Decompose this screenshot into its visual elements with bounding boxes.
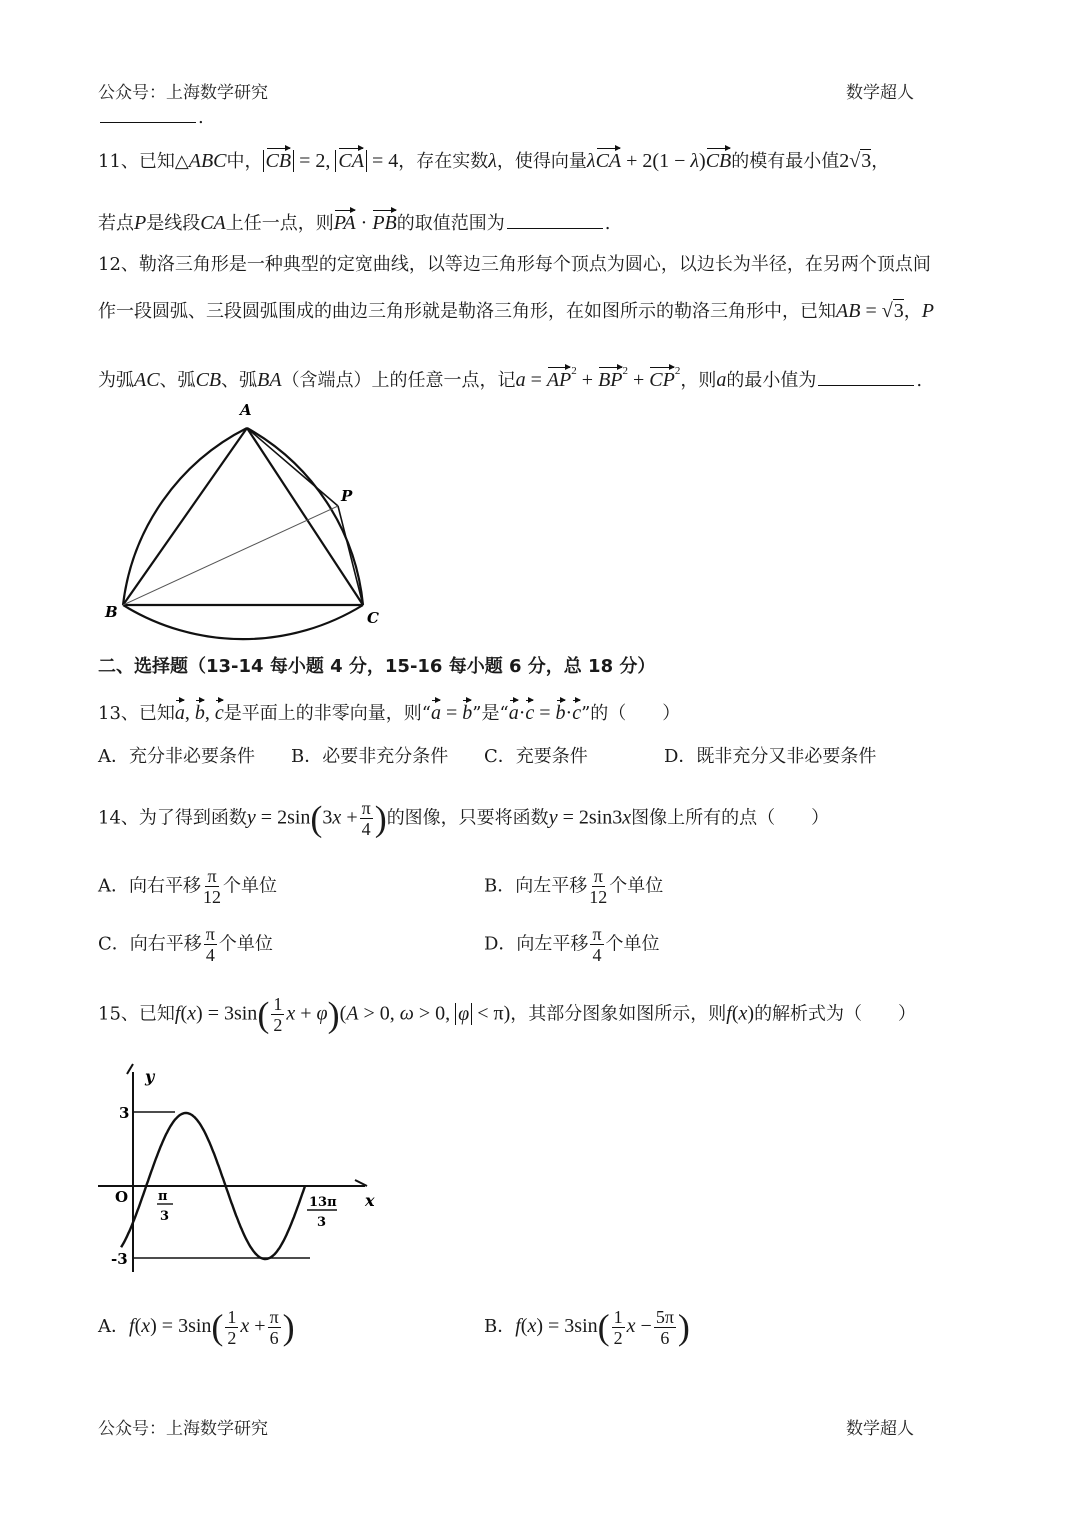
page-footer [98,1414,914,1439]
q13-option-b[interactable]: B．必要非充分条件 [291,746,449,767]
q14-option-d[interactable]: D．向左平移 $\frac{\pi}{4}$ 个单位 [484,924,660,965]
answer-blank [507,208,603,229]
x-tick1-num: π [158,1189,168,1204]
q13-stem: 13、已知a, b, c是平面上的非零向量，则“a = b”是“a·c = b·c”的（ ） [98,702,681,724]
reuleaux-figure [95,395,395,645]
q13-option-d[interactable]: D．既非充分又非必要条件 [664,746,877,767]
section-title: 二、选择题（13-14 每小题 4 分，15-16 每小题 6 分，总 18 分） [98,656,656,677]
x-tick2-den: 3 [317,1215,327,1230]
answer-blank [818,365,914,386]
q14-option-c[interactable]: C．向右平移 $\frac{\pi}{4}$ 个单位 [98,924,273,965]
q13-option-c[interactable]: C．充要条件 [484,746,588,767]
header-left: 公众号：上海数学研究 [98,83,268,103]
answer-blank [100,102,196,123]
label-a: A [240,401,252,419]
y-min-label: -3 [111,1250,128,1268]
segment-bp [123,506,338,605]
q11-line1: 11、已知△ABC中， CB = 2, CA = 4，存在实数λ，使得向量λCA + 2(1 − λ)CB的模有最小值2√3， [98,150,890,172]
side-ab [123,428,247,605]
q15-stem: 15、已知f(x) = 3sin( $\frac{1}{2}$ x + φ)(A > 0, ω > 0, φ < π)，其部分图象如图所示，则f(x)的解析式为（ ） [98,994,917,1035]
q11-line2: 若点P是线段CA上任一点，则PA · PB的取值范围为 . [98,208,982,237]
q12-line3: 为弧AC、弧CB、弧BA（含端点）上的任意一点，记$a = AP^2 + BP^2 + CP^2$，则a的最小值为 . [98,365,923,391]
q15-option-a[interactable]: A．f(x) = 3sin( $\frac{1}{2}$ x + $\frac{\pi}{6}$ ) [98,1306,295,1348]
q12-line1: 12、勒洛三角形是一种典型的定宽曲线，以等边三角形每个顶点为圆心，以边长为半径，在另两个顶点间 [98,254,931,275]
q15-option-b[interactable]: B．f(x) = 3sin( $\frac{1}{2}$ x − $\frac{5\pi}{6}$ ) [484,1306,690,1348]
segment-pc [338,506,363,605]
q14-option-a[interactable]: A．向右平移 $\frac{\pi}{12}$ 个单位 [98,866,277,907]
q10-tail: . [98,102,982,131]
page-header [98,78,914,103]
x-tick1-den: 3 [160,1209,170,1224]
footer-right: 数学超人 [846,1419,914,1439]
q14-stem: 14、为了得到函数y = 2sin(3x + $\frac{\pi}{4}$ )的图像，只要将函数y = 2sin3x图像上所有的点（ ） [98,798,830,839]
label-p: P [341,487,353,505]
q14-option-b[interactable]: B．向左平移 $\frac{\pi}{12}$ 个单位 [484,866,664,907]
y-axis-label: y [145,1067,155,1086]
sine-graph-figure [95,1062,395,1277]
x-axis-label: x [365,1191,375,1210]
footer-left: 公众号：上海数学研究 [98,1419,268,1439]
label-c: C [367,609,379,627]
q12-line2: 作一段圆弧、三段圆弧围成的曲边三角形就是勒洛三角形，在如图所示的勒洛三角形中，已知AB = √3，P [98,300,934,322]
segment-ap [247,428,338,506]
y-max-label: 3 [119,1104,130,1122]
q13-option-a[interactable]: A．充分非必要条件 [98,746,255,767]
x-tick2-num: 13π [309,1195,337,1210]
side-ca [247,428,363,605]
header-right: 数学超人 [846,83,914,103]
arc-bc [123,605,363,639]
label-b: B [105,603,118,621]
origin-label: O [115,1188,129,1206]
